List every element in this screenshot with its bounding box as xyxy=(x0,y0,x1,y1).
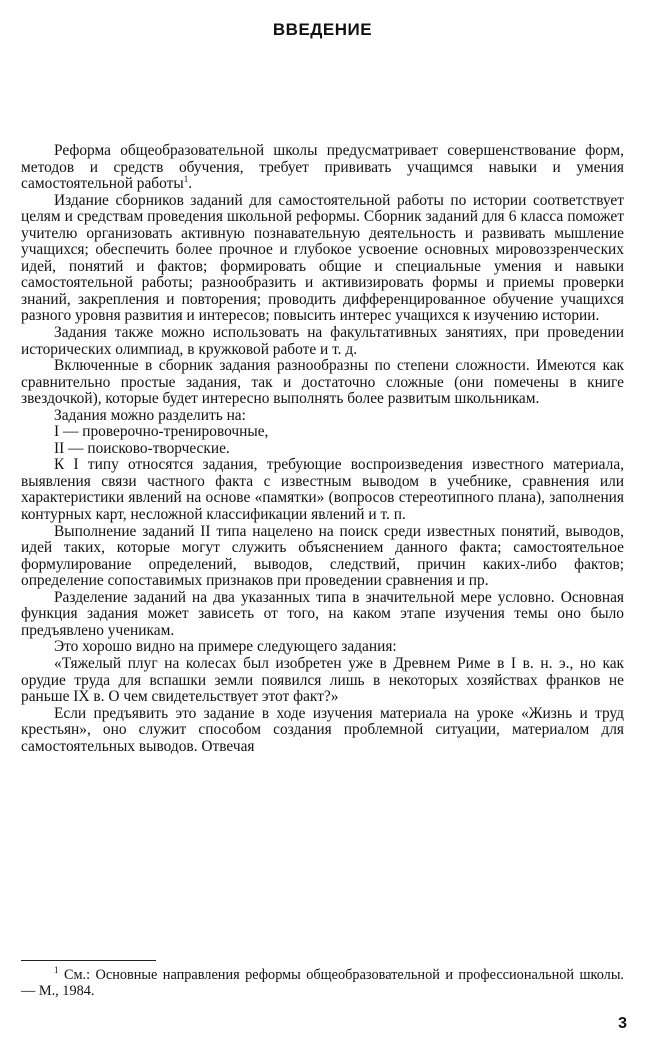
footnote-divider xyxy=(21,960,156,961)
page-number: 3 xyxy=(618,1015,627,1032)
paragraph-2: Издание сборников заданий для самостоятельной работы по истории соответствует целям и средствам проведения школьной реформы. Сборник заданий для 6 класса поможет учителю организовать активную познавательную деятельность и развивать мышление учащихся; обеспечить более прочное и глубокое усвоение основных мировоззренческих идей, понятий и фактов; формировать общие и специальные умения и навыки самостоятельной работы; разнообразить и активизировать формы и приемы проверки знаний, закрепления и повторения; проводить дифференцированное обучение учащихся разного уровня развития и интересов; повысить интерес учащихся к изучению истории. xyxy=(21,191,624,325)
paragraph-1-end: . xyxy=(188,175,193,193)
paragraph-5: Задания можно разделить на: xyxy=(54,406,246,424)
paragraph-4: Включенные в сборник задания разнообразны по степени сложности. Имеются как сравнительно простые задания, так и достаточно сложные (они помечены в книге звездочкой), которые будет интересно выполнять более развитым школьникам. xyxy=(21,357,624,408)
paragraph-1 xyxy=(21,143,624,193)
paragraph-8: К I типу относятся задания, требующие воспроизведения известного материала, выявления связи частного факта с известным выводом в учебнике, сравнения или характеристики явлений на основе «памятки» (вопросов стереотипного плана), заполнения контурных карт, несложной классификации явлений и т. п. xyxy=(21,456,624,524)
paragraph-10: Разделение заданий на два указанных типа в значительной мере условно. Основная функция задания может зависеть от того, на каком этапе изучения темы оно было предъявлено ученикам. xyxy=(21,588,624,639)
body-text xyxy=(21,143,624,755)
paragraph-3: Задания также можно использовать на факультативных занятиях, при проведении исторических олимпиад, в кружковой работе и т. д. xyxy=(21,324,624,358)
footnote-text: См.: Основные направления реформы общеобразовательной и профессиональной школы. — М., 1984. xyxy=(21,967,624,999)
footnote-paragraph xyxy=(21,967,624,999)
paragraph-9: Выполнение заданий II типа нацелено на поиск среди известных понятий, выводов, идей таких, которые могут служить объяснением данного факта; самостоятельное формулирование определений, выводов, следствий, причин каких-либо фактов; определение сопоставимых признаков при проведении сравнения и пр. xyxy=(21,522,624,590)
page-heading: ВВЕДЕНИЕ xyxy=(272,20,373,39)
paragraph-1-text: Реформа общеобразовательной школы предусматривает совершенствование форм, методов и средств обучения, требует прививать учащимся навыки и умения самостоятельной работы xyxy=(21,142,624,193)
list-item-type-2: II — поисково-творческие. xyxy=(54,439,230,457)
footnote-mark: 1 xyxy=(54,965,59,976)
paragraph-13: Если предъявить это задание в ходе изучения материала на уроке «Жизнь и труд крестьян», оно служит способом создания проблемной ситуации, материалом для самостоятельных выводов. Отвечая xyxy=(21,704,624,755)
footnote-reference: 1 xyxy=(183,173,189,184)
paragraph-11: Это хорошо видно на примере следующего задания: xyxy=(54,638,397,656)
list-item-type-1: I — проверочно-тренировочные, xyxy=(54,423,269,441)
footnote xyxy=(21,967,624,999)
quoted-task: «Тяжелый плуг на колесах был изобретен уже в Древнем Риме в I в. н. э., но как орудие труда для вспашки земли появился лишь в некоторых хозяйствах франков не раньше IX в. О чем свидетельствует этот факт?» xyxy=(21,654,624,706)
